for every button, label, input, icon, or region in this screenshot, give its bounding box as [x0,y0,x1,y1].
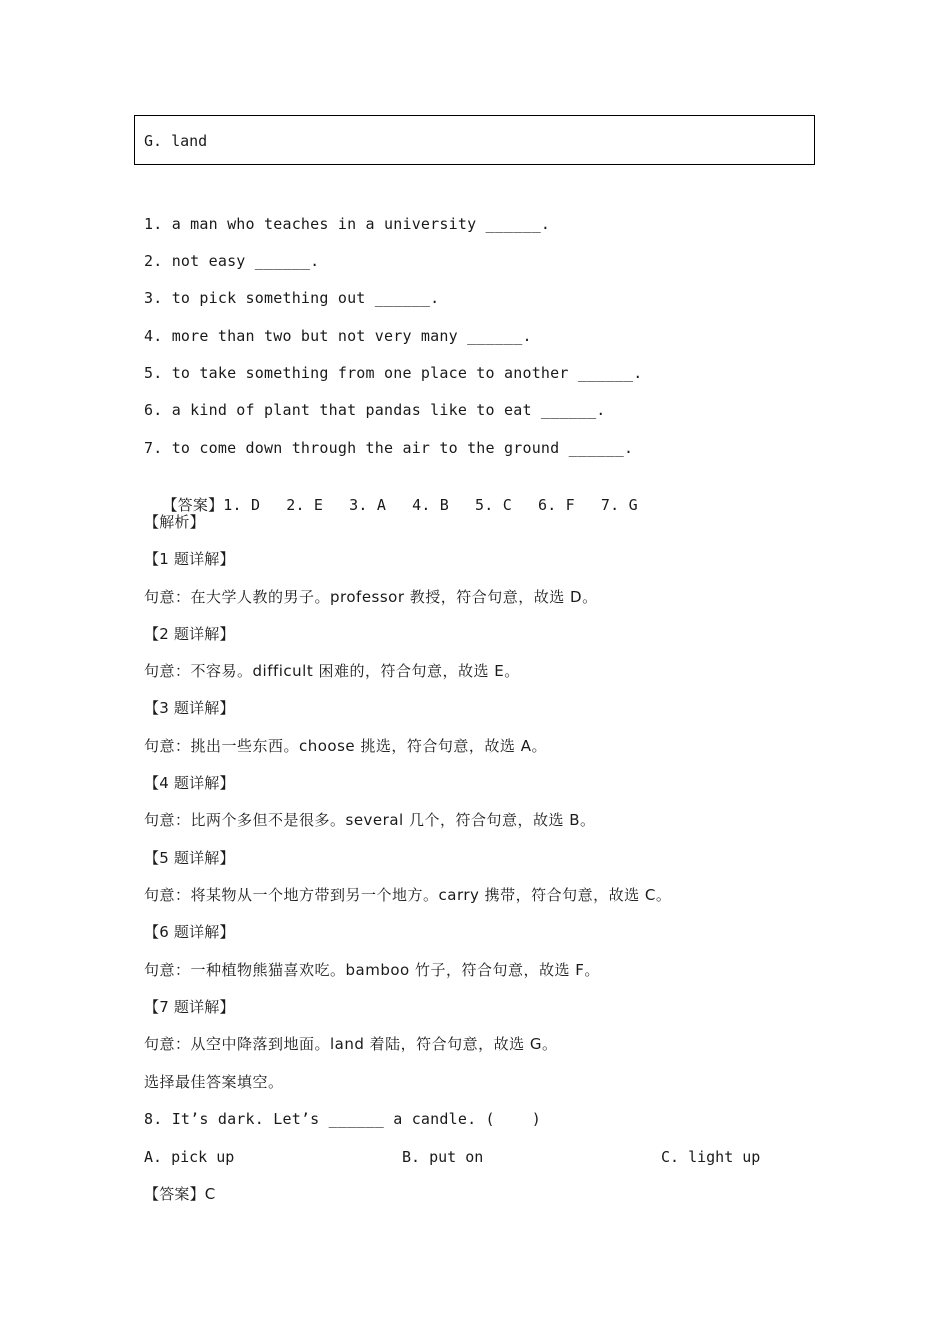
answer-item: 4. B [412,496,450,514]
detail-header-2: 【2 题详解】 [144,625,235,643]
answer-label: 【答案】 [162,496,224,514]
question-5: 5. to take something from one place to another ______. [144,364,643,382]
option-box [134,115,815,165]
question-4: 4. more than two but not very many ______. [144,327,532,345]
detail-text-1: 句意：在大学人教的男子。professor 教授，符合句意，故选 D。 [144,588,598,606]
question-2: 2. not easy ______. [144,252,320,270]
answer-8: 【答案】C [144,1185,216,1203]
detail-header-3: 【3 题详解】 [144,699,235,717]
answer-item: 6. F [537,496,575,514]
answer-item: 7. G [600,496,638,514]
detail-text-2: 句意：不容易。difficult 困难的，符合句意，故选 E。 [144,662,520,680]
detail-text-5: 句意：将某物从一个地方带到另一个地方。carry 携带，符合句意，故选 C。 [144,886,672,904]
detail-header-1: 【1 题详解】 [144,550,235,568]
detail-text-3: 句意：挑出一些东西。choose 挑选，符合句意，故选 A。 [144,737,547,755]
answer-item: 1. D [223,496,261,514]
question-6: 6. a kind of plant that pandas like to eat ______. [144,401,606,419]
detail-header-6: 【6 题详解】 [144,923,235,941]
option-c: C. light up [661,1148,761,1166]
detail-text-7: 句意：从空中降落到地面。land 着陆，符合句意，故选 G。 [144,1035,558,1053]
question-1: 1. a man who teaches in a university ______. [144,215,551,233]
detail-header-5: 【5 题详解】 [144,849,235,867]
detail-text-4: 句意：比两个多但不是很多。several 几个，符合句意，故选 B。 [144,811,596,829]
section-title: 选择最佳答案填空。 [144,1073,284,1091]
option-g: G. land [144,132,208,150]
detail-text-6: 句意：一种植物熊猫喜欢吃。bamboo 竹子，符合句意，故选 F。 [144,961,600,979]
detail-header-7: 【7 题详解】 [144,998,235,1016]
answer-item: 5. C [475,496,512,514]
answer-item: 2. E [286,496,324,514]
answer-item: 3. A [349,496,387,514]
answer-line [144,475,664,515]
analysis-label: 【解析】 [144,513,205,531]
question-8: 8. It’s dark. Let’s ______ a candle. ( ) [144,1110,541,1128]
question-3: 3. to pick something out ______. [144,289,440,307]
option-b: B. put on [402,1148,484,1166]
question-7: 7. to come down through the air to the ground ______. [144,439,634,457]
option-a: A. pick up [144,1148,235,1166]
detail-header-4: 【4 题详解】 [144,774,235,792]
